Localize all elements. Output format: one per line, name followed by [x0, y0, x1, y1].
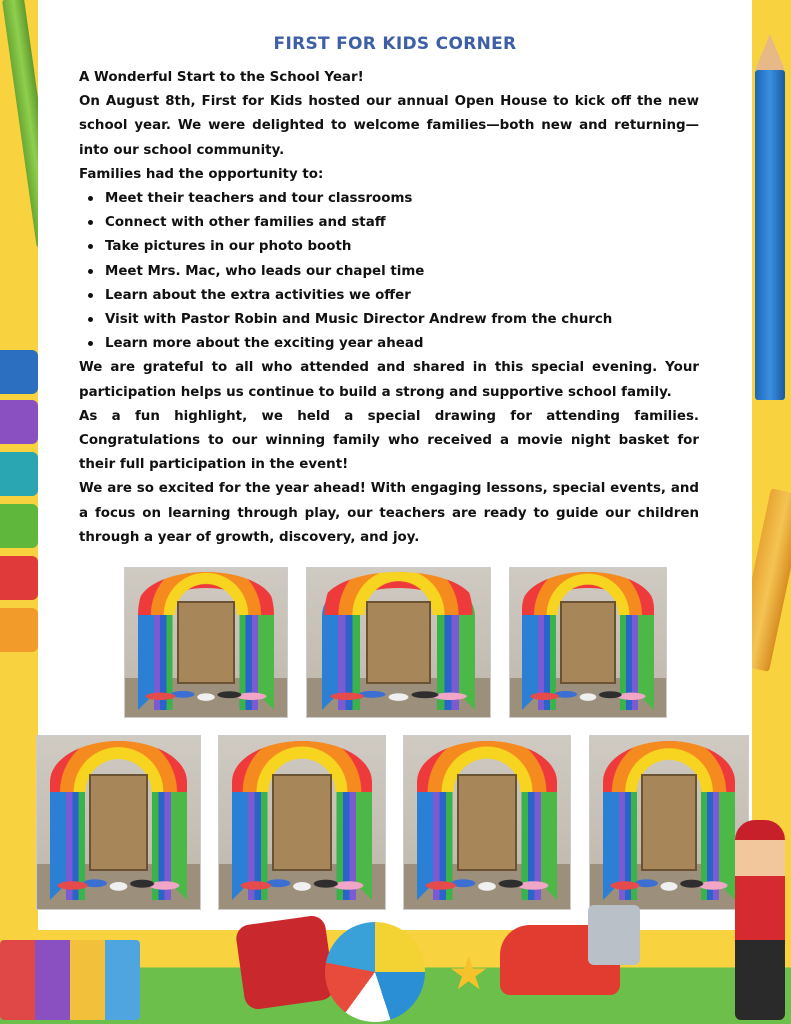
list-item: Learn about the extra activities we offer	[105, 284, 699, 308]
paragraph-open-house: On August 8th, First for Kids hosted our annual Open House to kick off the new school year. We were delighted to welcome families—both new and returning—into our school community.	[79, 94, 699, 158]
red-pencil-icon	[0, 556, 38, 600]
beach-ball-icon	[325, 922, 425, 1022]
list-item: Learn more about the exciting year ahead	[105, 332, 699, 356]
toy-soldier-icon	[735, 820, 785, 1020]
blue-crayon-icon	[755, 70, 785, 400]
list-item: Connect with other families and staff	[105, 211, 699, 235]
list-item: Meet their teachers and tour classrooms	[105, 187, 699, 211]
activity-list	[105, 187, 699, 356]
paragraph-year-ahead: We are so excited for the year ahead! With engaging lessons, special events, and a focus on learning through play, our teachers are ready to guide our children through a year of growth, discovery, and joy.	[79, 481, 699, 545]
photo-balloon-arch-2	[306, 567, 491, 718]
page-title: FIRST FOR KIDS CORNER	[273, 34, 517, 54]
blue-pencil-icon	[0, 350, 38, 394]
toy-blocks-icon	[0, 940, 140, 1020]
paragraph-gratitude: We are grateful to all who attended and shared in this special evening. Your participation helps us continue to build a strong and supportive school family.	[79, 360, 699, 400]
backpack-icon	[235, 914, 336, 1011]
star-icon: ★	[448, 946, 490, 1000]
photo-balloon-arch-4	[36, 735, 201, 910]
robot-icon	[588, 905, 640, 965]
purple-pencil-icon	[0, 400, 38, 444]
article-body	[79, 66, 699, 550]
green-pencil-icon	[0, 504, 38, 548]
intro-heading: A Wonderful Start to the School Year!	[79, 70, 364, 85]
list-item: Take pictures in our photo booth	[105, 235, 699, 259]
photo-balloon-arch-3	[509, 567, 667, 718]
list-item: Meet Mrs. Mac, who leads our chapel time	[105, 260, 699, 284]
photo-balloon-arch-6	[403, 735, 571, 910]
photo-balloon-arch-1	[124, 567, 288, 718]
photo-balloon-arch-7	[589, 735, 749, 910]
list-intro: Families had the opportunity to:	[79, 166, 324, 182]
photo-balloon-arch-5	[218, 735, 386, 910]
paragraph-drawing: As a fun highlight, we held a special drawing for attending families. Congratulations to our winning family who received a movie night basket for their full participation in the event!	[79, 408, 699, 473]
orange-pencil-icon	[0, 608, 38, 652]
teal-pencil-icon	[0, 452, 38, 496]
list-item: Visit with Pastor Robin and Music Director Andrew from the church	[105, 308, 699, 332]
